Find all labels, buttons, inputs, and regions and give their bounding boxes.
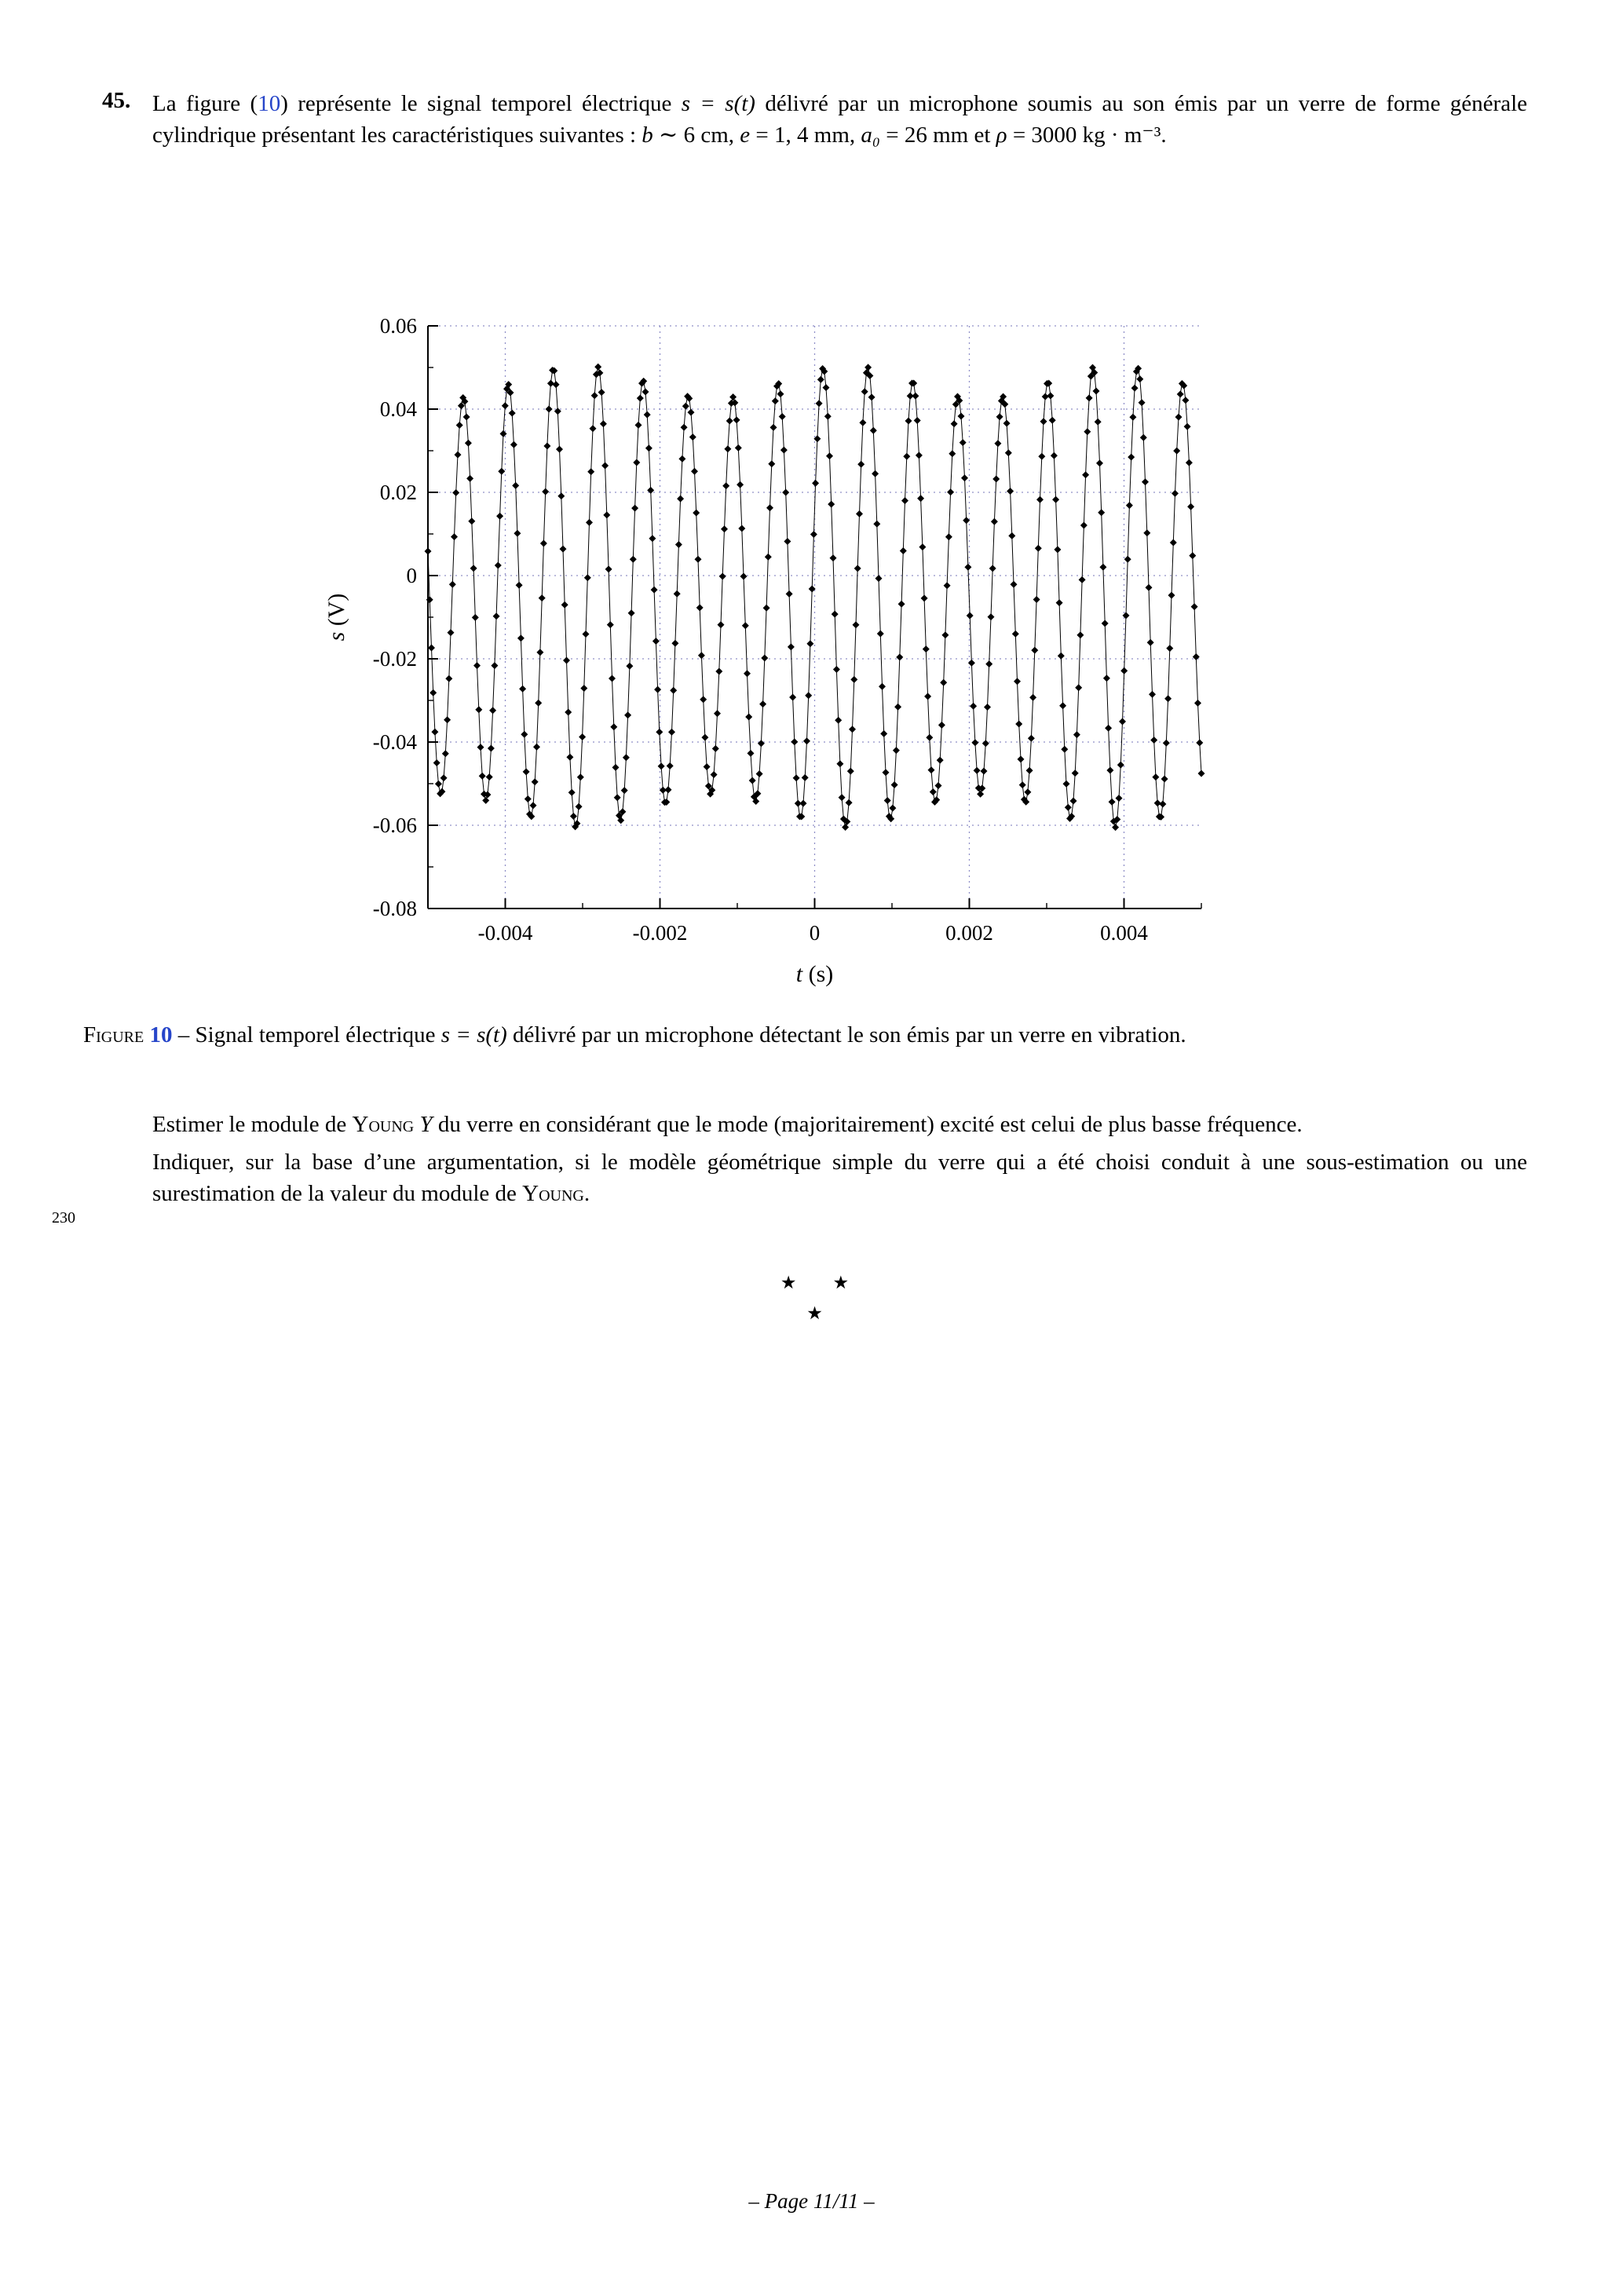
smallcaps-segment: Young bbox=[352, 1112, 420, 1138]
star-icon: ★ bbox=[832, 1273, 850, 1293]
math-segment: s = s(t) bbox=[440, 1022, 507, 1048]
text-segment: = 1, 4 mm, bbox=[750, 122, 861, 148]
page-footer: – Page 11/11 – bbox=[748, 2189, 875, 2213]
caption-figure-label: Figure bbox=[83, 1022, 150, 1048]
text-segment: délivré par un microphone soumis au son émis par un verre de forme générale cylindrique présentant les caractéristiques suivantes : bbox=[152, 91, 1528, 148]
caption-separator: – bbox=[172, 1022, 196, 1048]
svg-text:-0.002: -0.002 bbox=[632, 921, 688, 945]
math-segment: b bbox=[642, 122, 653, 148]
math-segment: e bbox=[740, 122, 751, 148]
question-number: 45. bbox=[102, 88, 131, 113]
text-segment: Indiquer, sur la base d’une argumentation, si le modèle géométrique simple du verre qui a été choisi conduit à une sous-estimation ou une surestimation de la valeur du module de bbox=[152, 1150, 1527, 1207]
text-segment: . bbox=[583, 1181, 590, 1207]
math-segment: s = s(t) bbox=[681, 91, 755, 116]
math-segment: a₀ bbox=[861, 122, 880, 148]
star-icon: ★ bbox=[806, 1303, 823, 1324]
math-segment: Y bbox=[419, 1112, 433, 1138]
figure-ref-link[interactable]: 10 bbox=[258, 91, 281, 116]
math-segment: ρ bbox=[996, 122, 1007, 148]
question-text bbox=[152, 88, 1527, 151]
svg-text:0.02: 0.02 bbox=[379, 481, 417, 505]
caption-figure-number[interactable]: 10 bbox=[149, 1022, 173, 1048]
task-estimer bbox=[152, 1109, 1527, 1140]
tasks bbox=[152, 1109, 1527, 1209]
text-segment: Signal temporel électrique bbox=[195, 1022, 441, 1048]
svg-text:-0.004: -0.004 bbox=[477, 921, 533, 945]
svg-text:-0.04: -0.04 bbox=[372, 730, 417, 755]
svg-text:t (s): t (s) bbox=[795, 961, 834, 988]
smallcaps-segment: Young bbox=[522, 1181, 584, 1207]
text-segment: = 26 mm et bbox=[879, 122, 996, 148]
text-segment: La figure ( bbox=[152, 91, 258, 116]
text-segment: du verre en considérant que le mode (majoritairement) excité est celui de plus basse fréquence. bbox=[432, 1112, 1303, 1138]
page-content bbox=[83, 88, 1528, 1329]
text-segment: Estimer le module de bbox=[152, 1112, 353, 1138]
text-segment: délivré par un microphone détectant le son émis par un verre en vibration. bbox=[506, 1022, 1186, 1048]
figure-10 bbox=[83, 291, 1527, 1051]
stars-row-top bbox=[102, 1267, 1527, 1298]
stars-separator bbox=[102, 1267, 1527, 1329]
text-segment: ∼ 6 cm, bbox=[652, 122, 740, 148]
star-icon: ★ bbox=[780, 1273, 797, 1293]
svg-text:-0.02: -0.02 bbox=[372, 647, 417, 671]
text-segment: ) représente le signal temporel électrique bbox=[280, 91, 682, 116]
svg-text:0: 0 bbox=[406, 564, 417, 588]
figure-caption bbox=[83, 1019, 1545, 1051]
svg-text:0.04: 0.04 bbox=[379, 397, 417, 422]
svg-text:0: 0 bbox=[809, 921, 821, 945]
signal-chart bbox=[322, 291, 1233, 996]
signal-chart-svg bbox=[322, 291, 1233, 989]
margin-line-number: 230 bbox=[52, 1209, 75, 1227]
svg-text:0.002: 0.002 bbox=[945, 921, 993, 945]
text-segment: = 3000 kg · m⁻³. bbox=[1007, 122, 1167, 148]
svg-text:s (V): s (V) bbox=[324, 593, 349, 642]
stars-row-bottom bbox=[102, 1298, 1527, 1329]
svg-text:0.004: 0.004 bbox=[1100, 921, 1148, 945]
task-indiquer bbox=[152, 1146, 1527, 1209]
svg-text:-0.08: -0.08 bbox=[372, 897, 417, 921]
svg-text:0.06: 0.06 bbox=[379, 314, 417, 338]
svg-text:-0.06: -0.06 bbox=[372, 813, 417, 838]
question-45 bbox=[102, 88, 1527, 151]
